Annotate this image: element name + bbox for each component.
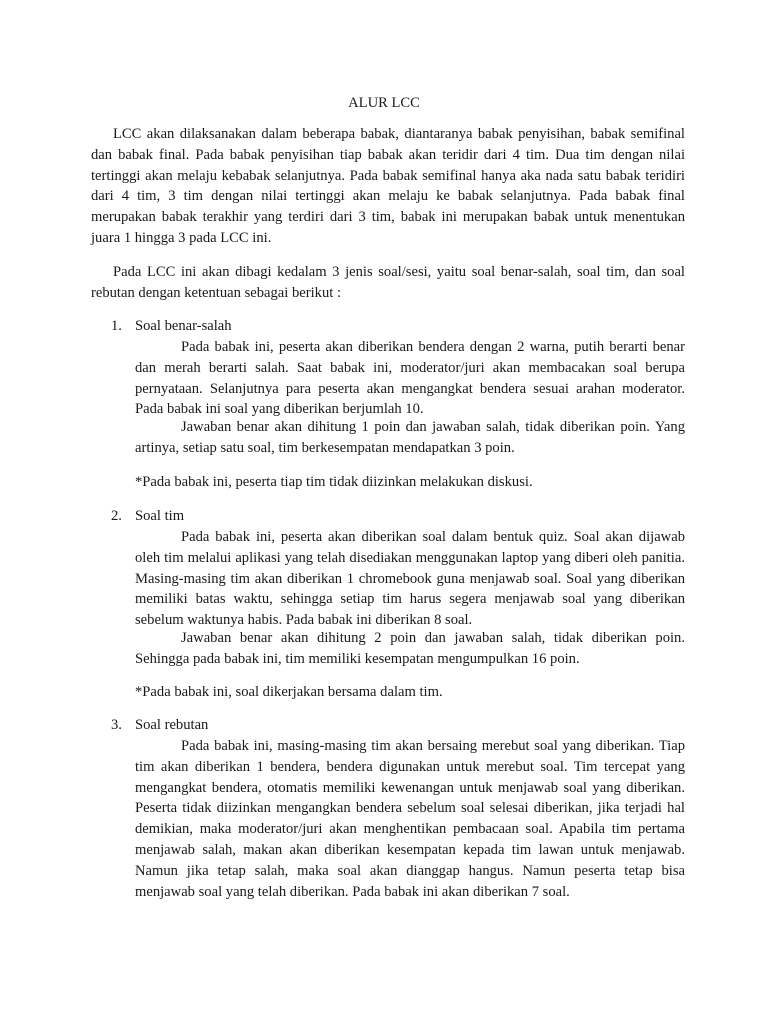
section-note: *Pada babak ini, peserta tiap tim tidak diizinkan melakukan diskusi. (135, 474, 533, 490)
section-paragraph: Pada babak ini, peserta akan diberikan soal dalam bentuk quiz. Soal akan dijawab oleh tim melalui aplikasi yang telah disediakan menggunakan laptop yang diberi oleh panitia. Masing-masing tim akan diberikan 1 chromebook guna menjawab soal. Soal yang diberikan memiliki batas waktu, sehingga setiap tim harus segera menjawab soal yang diberikan sebelum waktunya habis. Pada babak ini diberikan 8 soal. (135, 529, 685, 629)
section-note: *Pada babak ini, soal dikerjakan bersama dalam tim. (135, 684, 443, 700)
section-number: 1. (111, 318, 122, 334)
intro-paragraph: LCC akan dilaksanakan dalam beberapa babak, diantaranya babak penyisihan, babak semifinal dan babak final. Pada babak penyisihan tiap babak akan teridir dari 4 tim. Dua tim dengan nilai tertinggi akan melaju kebabak selanjutnya. Pada babak semifinal hanya aka nada satu babak teridiri dari 4 tim, 3 tim dengan nilai tertinggi akan melaju ke babak selanjutnya. Pada babak final merupakan babak terakhir yang terdiri dari 3 tim, babak ini merupakan babak untuk menentukan juara 1 hingga 3 pada LCC ini. (91, 126, 685, 246)
section-heading: Soal benar-salah (135, 318, 232, 334)
section-number: 2. (111, 508, 122, 524)
document-title: ALUR LCC (348, 95, 420, 111)
section-paragraph: Pada babak ini, masing-masing tim akan bersaing merebut soal yang diberikan. Tiap tim akan diberikan 1 bendera, bendera digunakan untuk merebut soal. Tim tercepat yang mengangkat bendera, otomatis memiliki kewenangan untuk menjawab soal yang diberikan. Peserta tidak diizinkan mengangkan bendera sebelum soal selesai diberikan, jika terjadi hal demikian, maka moderator/juri akan menghentikan pembacaan soal. Apabila tim pertama menjawab salah, makan akan diberikan kesempatan kepada tim lawan untuk menjawab. Namun jika tetap salah, maka soal akan dianggap hangus. Namun peserta tetap bisa menjawab soal yang telah diberikan. Pada babak ini akan diberikan 7 soal. (135, 738, 685, 900)
section-number: 3. (111, 717, 122, 733)
section-heading: Soal rebutan (135, 717, 209, 733)
section-paragraph: Pada babak ini, peserta akan diberikan bendera dengan 2 warna, putih berarti benar dan merah berarti salah. Saat babak ini, moderator/juri akan membacakan soal berupa pernyataan. Selanjutnya para peserta akan mengangkat bendera sesuai arahan moderator. Pada babak ini soal yang diberikan berjumlah 10. (135, 339, 685, 418)
intro-paragraph: Pada LCC ini akan dibagi kedalam 3 jenis soal/sesi, yaitu soal benar-salah, soal tim, dan soal rebutan dengan ketentuan sebagai berikut : (91, 264, 685, 301)
section-paragraph: Jawaban benar akan dihitung 2 poin dan jawaban salah, tidak diberikan poin. Sehingga pada babak ini, tim memiliki kesempatan mengumpulkan 16 poin. (135, 630, 685, 667)
section-paragraph: Jawaban benar akan dihitung 1 poin dan jawaban salah, tidak diberikan poin. Yang artinya, setiap satu soal, tim berkesempatan mendapatkan 3 poin. (135, 419, 685, 456)
section-heading: Soal tim (135, 508, 185, 524)
